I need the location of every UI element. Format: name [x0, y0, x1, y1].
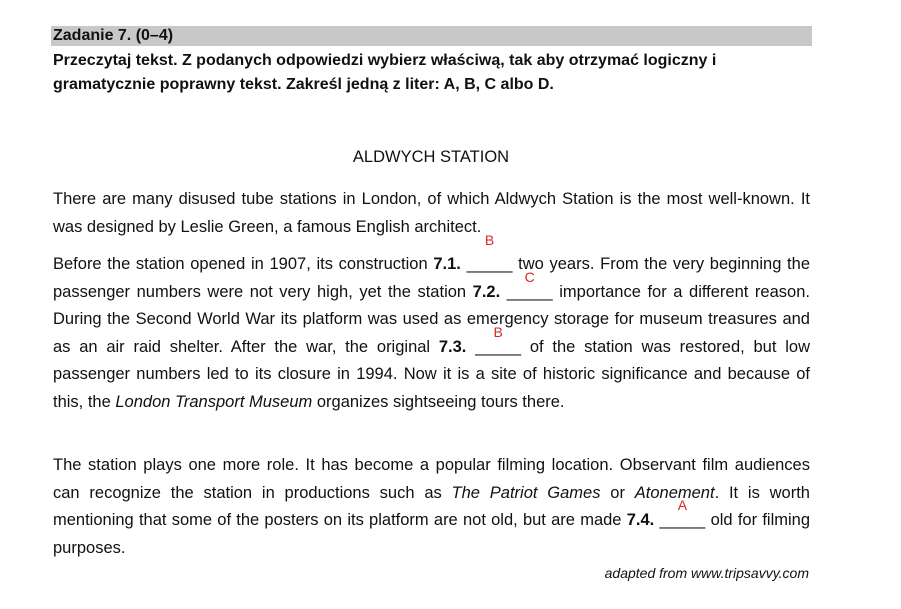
- paragraph-1: There are many disused tube stations in London, of which Aldwych Station is the most well-known. It was designed by Leslie Green, a famous English architect.: [53, 190, 810, 236]
- gap-7-4[interactable]: [659, 497, 706, 535]
- task-instruction: Przeczytaj tekst. Z podanych odpowiedzi wybierz właściwą, tak aby otrzymać logiczny i gramatycznie poprawny tekst. Zakreśl jedną z liter: A, B, C albo D.: [53, 52, 717, 93]
- paragraph-2: [53, 232, 810, 416]
- answer-7-4: A: [677, 497, 688, 513]
- gap-label-7-4: 7.4.: [626, 511, 655, 529]
- film-title-1: The Patriot Games: [451, 483, 601, 502]
- p2-text-4: of the station was restored, but low passenger numbers led to its closure in 1994. Now it is a site of historic significance and because of this, the: [53, 337, 810, 411]
- source-credit: adapted from www.tripsavvy.com: [604, 565, 809, 581]
- gap-label-7-1: 7.1.: [433, 255, 461, 273]
- gap-7-3[interactable]: [475, 323, 522, 362]
- gap-blank-7-4: _____: [659, 511, 706, 529]
- gap-blank-7-1: _____: [466, 255, 513, 273]
- p2-text-1: Before the station opened in 1907, its construction: [53, 255, 434, 273]
- gap-7-2[interactable]: [506, 268, 553, 307]
- gap-7-1[interactable]: [466, 232, 513, 279]
- gap-label-7-2: 7.2.: [472, 282, 501, 301]
- p3-text-3: old for filming purposes.: [53, 511, 810, 557]
- task-header: Zadanie 7. (0–4): [51, 26, 812, 46]
- gap-blank-7-3: _____: [475, 337, 522, 356]
- p3-text-1: The station plays one more role. It has become a popular filming location. Observant film audiences can recognize the station in productions such as: [53, 456, 810, 502]
- p2-text-5: organizes sightseeing tours there.: [312, 392, 565, 411]
- p3-or: or: [600, 483, 635, 502]
- p2-text-2: two years. From the very beginning the passenger numbers were not very high, yet the station: [53, 255, 810, 301]
- p3-text-2: . It is worth mentioning that some of the posters on its platform are not old, but are made: [53, 483, 810, 529]
- paragraph-3: [53, 452, 810, 562]
- answer-7-3: B: [493, 323, 503, 340]
- text-title: ALDWYCH STATION: [352, 148, 510, 166]
- answer-7-2: C: [524, 268, 535, 285]
- gap-blank-7-2: _____: [506, 282, 553, 301]
- film-title-2: Atonement: [634, 483, 715, 502]
- p2-text-3: importance for a different reason. During the Second World War its platform was used as emergency storage for museum treasures and as an air raid shelter. After the war, the original: [53, 282, 810, 356]
- museum-name: London Transport Museum: [115, 392, 313, 411]
- answer-7-1: B: [484, 232, 495, 248]
- gap-label-7-3: 7.3.: [438, 337, 467, 356]
